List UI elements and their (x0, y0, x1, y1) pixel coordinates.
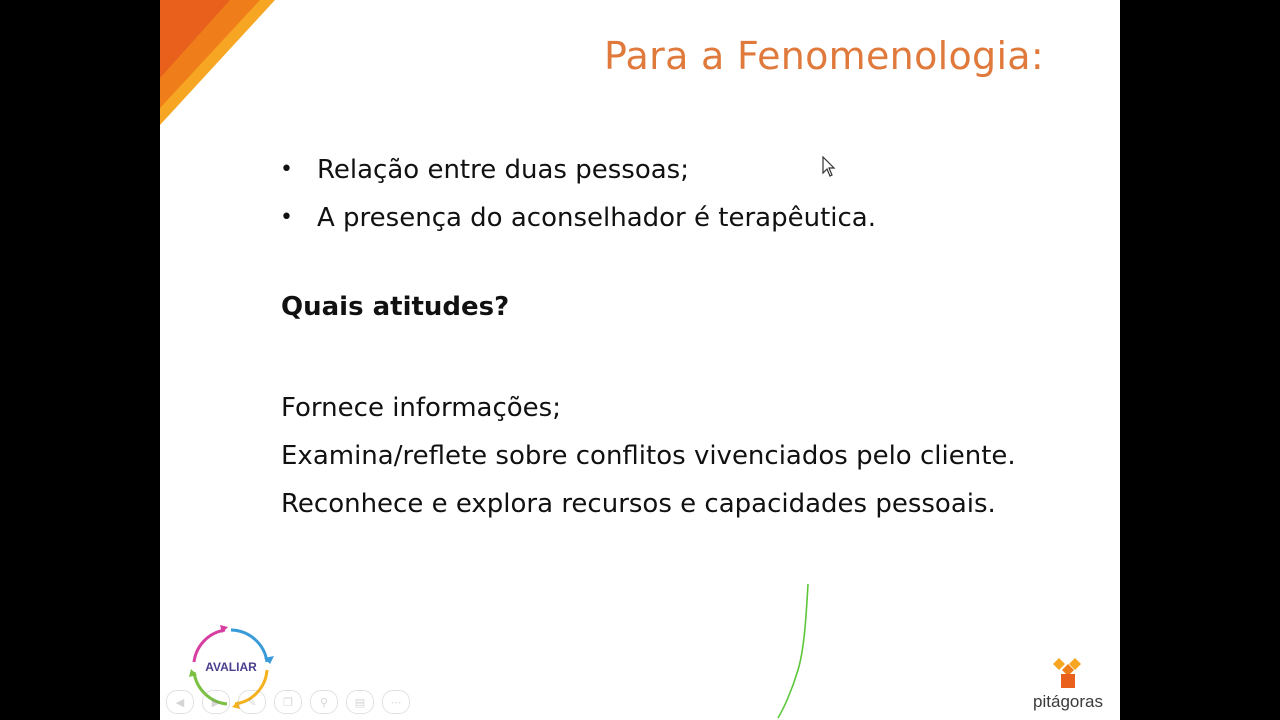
corner-decoration (160, 0, 280, 130)
attitude-line: Examina/reflete sobre conflitos vivenciados pelo cliente. (281, 441, 1016, 471)
pen-annotation-stroke (760, 580, 820, 720)
question-heading: Quais atitudes? (281, 292, 510, 322)
presentation-controls (166, 690, 410, 714)
prev-icon[interactable]: ◀ (166, 690, 194, 714)
next-icon[interactable]: ▶ (202, 690, 230, 714)
attitude-line: Fornece informações; (281, 393, 561, 423)
avaliar-label: AVALIAR (205, 660, 257, 674)
attitude-line: Reconhece e explora recursos e capacidades pessoais. (281, 489, 996, 519)
brand-name: pitágoras (1033, 692, 1103, 711)
bullet-item: • Relação entre duas pessoas; (280, 146, 876, 194)
bullet-item: • A presença do aconselhador é terapêutica. (280, 194, 876, 242)
pitagoras-logo-icon (1053, 658, 1083, 688)
pen-icon[interactable]: ✎ (238, 690, 266, 714)
slides-icon[interactable]: ▤ (346, 690, 374, 714)
slide-title: Para a Fenomenologia: (604, 34, 1044, 78)
pitagoras-logo (1028, 658, 1108, 712)
attitudes-list (281, 384, 1016, 528)
more-icon[interactable]: ⋯ (382, 690, 410, 714)
copy-icon[interactable]: ❐ (274, 690, 302, 714)
zoom-icon[interactable]: ⚲ (310, 690, 338, 714)
bullet-list (280, 146, 876, 242)
slide-canvas (160, 0, 1120, 720)
mouse-pointer-icon (822, 156, 836, 178)
